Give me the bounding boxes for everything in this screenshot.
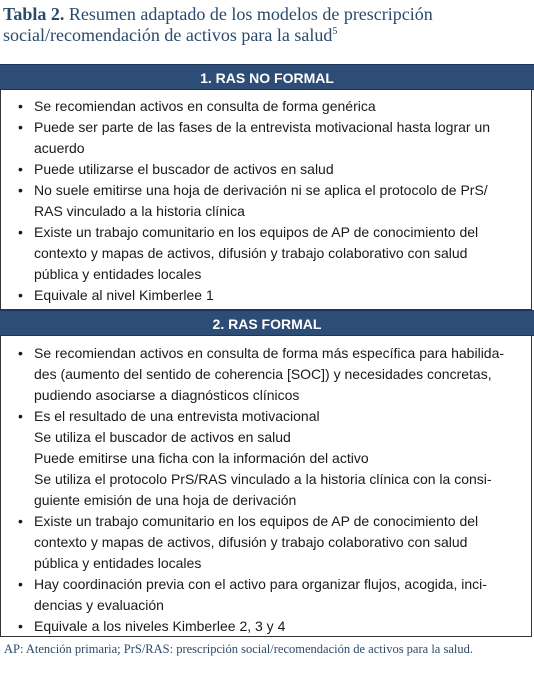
list-item-line: pudiendo asociarse a diagnósticos clínicos	[34, 387, 300, 403]
bullet-icon: •	[18, 618, 23, 634]
section-heading: 1. RAS NO FORMAL	[200, 70, 334, 86]
bullet-icon: •	[18, 513, 23, 529]
list-item	[1, 343, 531, 406]
section-header-ras-no-formal	[0, 64, 534, 90]
list-item-line: Se utiliza el buscador de activos en salud	[34, 429, 291, 445]
list-item-line: pública y entidades locales	[34, 266, 202, 282]
list-item-line: Hay coordinación previa con el activo para organizar flujos, acogida, inci-	[34, 576, 487, 592]
list-item-line: Puede utilizarse el buscador de activos en salud	[34, 161, 334, 177]
list-item	[1, 616, 531, 637]
list-item-line: Puede emitirse una ficha con la información del activo	[34, 450, 369, 466]
list-item-line: contexto y mapas de activos, difusión y trabajo colaborativo con salud	[34, 245, 468, 261]
list-item	[1, 574, 531, 616]
section-heading: 2. RAS FORMAL	[212, 316, 322, 332]
list-item-line: Existe un trabajo comunitario en los equipos de AP de conocimiento del	[34, 224, 479, 240]
table-title	[3, 4, 523, 46]
list-item-line: Puede ser parte de las fases de la entrevista motivacional hasta lograr un	[34, 119, 491, 135]
reference-superscript: 5	[332, 26, 338, 37]
table-label: Tabla 2.	[3, 4, 65, 24]
bullet-icon: •	[18, 576, 23, 592]
bullet-icon: •	[18, 119, 23, 135]
list-item-line: des (aumento del sentido de coherencia [SOC]) y necesidades concretas,	[34, 366, 492, 382]
bullet-list	[1, 96, 531, 306]
list-item-line: No suele emitirse una hoja de derivación ni se aplica el protocolo de PrS/	[34, 182, 488, 198]
list-item-line: Se recomiendan activos en consulta de forma más específica para habilida-	[34, 345, 505, 361]
list-item-line: Se recomiendan activos en consulta de forma genérica	[34, 98, 376, 114]
list-item-line: contexto y mapas de activos, difusión y trabajo colaborativo con salud	[34, 534, 468, 550]
list-item	[1, 285, 531, 306]
bullet-list	[1, 343, 531, 637]
list-item-line: guiente emisión de una hoja de derivación	[34, 492, 297, 508]
bullet-icon: •	[18, 408, 23, 424]
section-body-ras-formal	[0, 336, 532, 637]
bullet-icon: •	[18, 287, 23, 303]
list-item	[1, 222, 531, 285]
list-item-line: Es el resultado de una entrevista motivacional	[34, 408, 320, 424]
bullet-icon: •	[18, 161, 23, 177]
list-item-line: Equivale a los niveles Kimberlee 2, 3 y 4	[34, 618, 286, 634]
list-item-line: Equivale al nivel Kimberlee 1	[34, 287, 214, 303]
list-item	[1, 159, 531, 180]
list-item	[1, 117, 531, 159]
list-item	[1, 180, 531, 222]
bullet-icon: •	[18, 345, 23, 361]
section-body-ras-no-formal	[0, 90, 532, 310]
table-title-text: Resumen adaptado de los modelos de prescripción social/recomendación de activos para la salud	[3, 4, 433, 45]
list-item-line: Se utiliza el protocolo PrS/RAS vinculado a la historia clínica con la consi-	[34, 471, 492, 487]
bullet-icon: •	[18, 98, 23, 114]
table-footnote: AP: Atención primaria; PrS/RAS: prescripción social/recomendación de activos para la salud.	[4, 642, 473, 656]
bullet-icon: •	[18, 182, 23, 198]
list-item	[1, 96, 531, 117]
list-item-line: pública y entidades locales	[34, 555, 202, 571]
list-item	[1, 406, 531, 511]
list-item-line: dencias y evaluación	[34, 597, 164, 613]
list-item-line: acuerdo	[34, 140, 85, 156]
section-header-ras-formal	[0, 310, 534, 336]
list-item-line: Existe un trabajo comunitario en los equipos de AP de conocimiento del	[34, 513, 479, 529]
list-item-line: RAS vinculado a la historia clínica	[34, 203, 245, 219]
bullet-icon: •	[18, 224, 23, 240]
list-item	[1, 511, 531, 574]
